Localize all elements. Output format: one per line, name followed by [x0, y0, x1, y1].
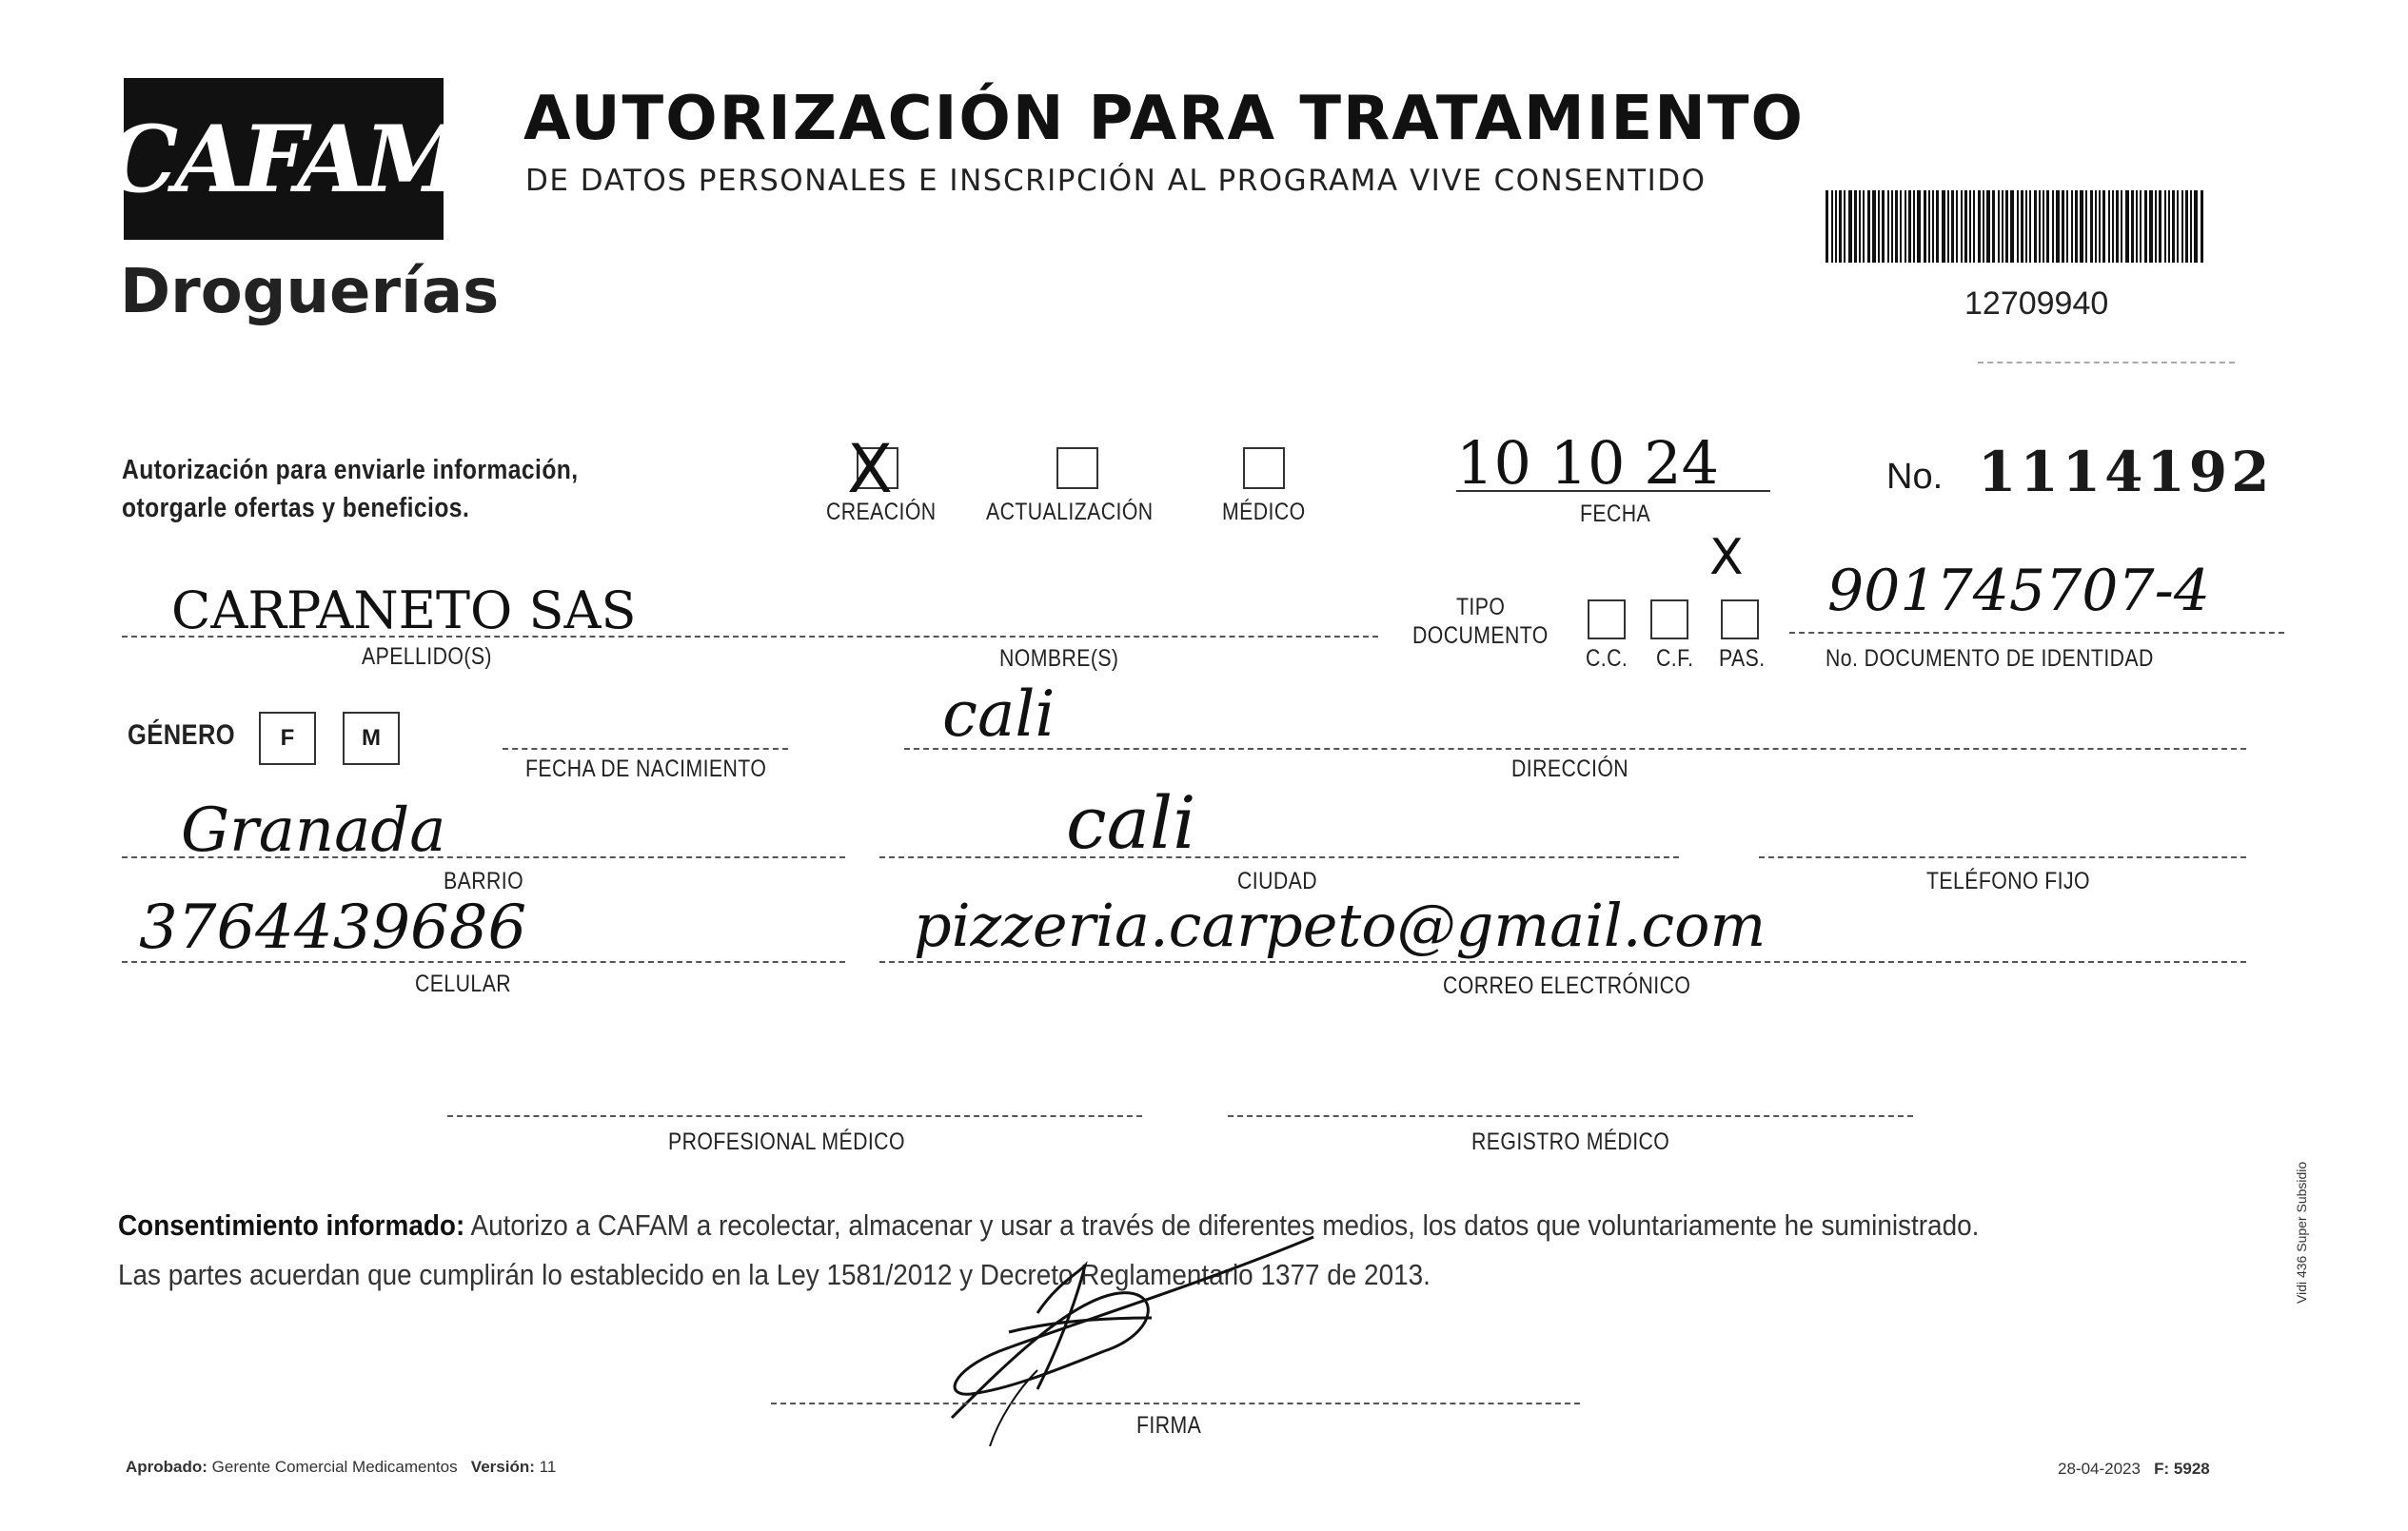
barcode-bar: [2043, 190, 2044, 263]
signature-line: [771, 1403, 1580, 1404]
brand-logo: CAFAM: [105, 105, 463, 213]
barcode-bar: [2190, 190, 2192, 263]
option-label-creacion: CREACIÓN: [826, 499, 937, 525]
barcode-bar: [1905, 190, 1906, 263]
barcode-bar: [1844, 190, 1845, 263]
barcode-bar: [2185, 190, 2188, 263]
fecha-line: [1456, 490, 1770, 492]
barcode-number: 12709940: [1964, 285, 2109, 322]
consent-heading: Consentimiento informado:: [118, 1208, 465, 1242]
barcode-bar: [1942, 190, 1945, 263]
tipo-mark: X: [1709, 529, 1744, 586]
documento-value[interactable]: 901745707-4: [1827, 558, 2211, 624]
footer-approval: [126, 1458, 556, 1477]
barcode-bar: [1951, 190, 1954, 263]
barcode-bar: [2201, 190, 2203, 263]
barcode-bar: [1859, 190, 1861, 263]
barcode-bar: [2140, 190, 2142, 263]
ciudad-value[interactable]: cali: [1066, 780, 1196, 865]
barcode-bar: [1992, 190, 1995, 263]
barcode-bar: [1936, 190, 1939, 263]
barcode-bar: [2136, 190, 2138, 263]
apellidos-value[interactable]: CARPANETO SAS: [171, 580, 637, 640]
barcode-bar: [1932, 190, 1934, 263]
barcode-bar: [1839, 190, 1842, 263]
option-label-medico: MÉDICO: [1222, 499, 1306, 525]
document-subtitle: DE DATOS PERSONALES E INSCRIPCIÓN AL PROGRAMA VIVE CONSENTIDO: [525, 164, 1707, 198]
barcode-bar: [2052, 190, 2054, 263]
approved-value: Gerente Comercial Medicamentos: [211, 1458, 458, 1476]
barcode-bar: [1917, 190, 1921, 263]
footer-code: [2058, 1460, 2210, 1479]
barcode-bar: [2066, 190, 2068, 263]
divider: [1978, 362, 2235, 363]
barcode-bar: [1956, 190, 1958, 263]
barcode-bar: [1928, 190, 1930, 263]
barcode-bar: [2062, 190, 2064, 263]
version-value: 11: [539, 1458, 557, 1476]
tipo-label: TIPO: [1456, 594, 1506, 620]
barcode-bar: [2121, 190, 2122, 263]
barcode-bar: [2021, 190, 2023, 263]
check-mark: X: [847, 430, 893, 508]
barrio-line: [122, 856, 845, 858]
documento-line: [1789, 632, 2284, 634]
fecha-value[interactable]: 10 10 24: [1456, 428, 1720, 498]
barcode-bar: [1878, 190, 1880, 263]
tipo-label: DOCUMENTO: [1412, 622, 1549, 649]
barcode-bar: [1867, 190, 1870, 263]
profesional-line: [447, 1115, 1142, 1117]
barcode-bar: [2046, 190, 2049, 263]
barcode-bar: [2131, 190, 2134, 263]
footer-date: 28-04-2023: [2058, 1460, 2141, 1478]
direccion-line: [904, 748, 2246, 750]
consent-text: Autorizo a CAFAM a recolectar, almacenar y usar a través de diferentes medios, los datos que voluntariamente he suministrado.: [470, 1208, 1980, 1242]
barcode-bar: [1983, 190, 1984, 263]
barcode-bar: [1964, 190, 1967, 263]
barcode-bar: [1973, 190, 1975, 263]
barcode-bar: [2056, 190, 2060, 263]
barcode-bar: [2164, 190, 2166, 263]
barcode-bar: [2194, 190, 2198, 263]
barcode-bar: [2085, 190, 2087, 263]
barcode-bar: [1887, 190, 1889, 263]
barcode-bar: [2155, 190, 2157, 263]
form-code: F: 5928: [2154, 1460, 2210, 1478]
form-number: 1114192: [1978, 440, 2274, 504]
celular-label: CELULAR: [415, 971, 512, 997]
barcode-bar: [2075, 190, 2078, 263]
barcode-bar: [2090, 190, 2093, 263]
barcode-bar: [2002, 190, 2003, 263]
documento-label: No. DOCUMENTO DE IDENTIDAD: [1826, 645, 2154, 672]
tipo-option-cc: C.C.: [1586, 645, 1628, 672]
barcode-bar: [1900, 190, 1902, 263]
nombres-label: NOMBRE(S): [999, 645, 1119, 672]
correo-line: [879, 961, 2246, 963]
barcode-bar: [2159, 190, 2161, 263]
barrio-label: BARRIO: [444, 868, 524, 894]
barcode-bar: [1848, 190, 1852, 263]
barcode-bar: [2099, 190, 2101, 263]
ciudad-label: CIUDAD: [1237, 868, 1318, 894]
tipo-checkbox-cc[interactable]: [1588, 599, 1626, 639]
barcode-bar: [2168, 190, 2170, 263]
barcode-bar: [2144, 190, 2147, 263]
barrio-value[interactable]: Granada: [181, 795, 446, 866]
registro-label: REGISTRO MÉDICO: [1471, 1129, 1670, 1155]
barcode-bar: [2125, 190, 2129, 263]
fecha-label: FECHA: [1580, 501, 1651, 527]
barcode-bar: [1891, 190, 1893, 263]
correo-value[interactable]: pizzeria.carpeto@gmail.com: [914, 891, 1767, 960]
barcode-bar: [2116, 190, 2119, 263]
direccion-label: DIRECCIÓN: [1511, 756, 1629, 782]
barcode-bar: [2149, 190, 2153, 263]
direccion-value[interactable]: cali: [942, 677, 1056, 751]
barcode-bar: [1863, 190, 1865, 263]
barcode-bar: [1961, 190, 1963, 263]
telefono-line: [1759, 856, 2246, 858]
barcode-bar: [1895, 190, 1898, 263]
barcode-bar: [2172, 190, 2175, 263]
telefono-label: TELÉFONO FIJO: [1926, 868, 2091, 894]
document-title: AUTORIZACIÓN PARA TRATAMIENTO: [523, 84, 1805, 154]
barcode-bar: [2108, 190, 2110, 263]
celular-line: [122, 961, 845, 963]
brand-subtitle: Droguerías: [120, 257, 500, 327]
barcode-bar: [2017, 190, 2019, 263]
barcode-bar: [1854, 190, 1857, 263]
consent-text: Las partes acuerdan que cumplirán lo establecido en la Ley 1581/2012 y Decreto Reglamentario 1377 de 2013.: [118, 1258, 1431, 1291]
authorization-text: otorgarle ofertas y beneficios.: [122, 493, 470, 523]
celular-value[interactable]: 3764439686: [139, 893, 527, 963]
barcode-bar: [2025, 190, 2027, 263]
barcode-bar: [1986, 190, 1990, 263]
tipo-option-cf: C.F.: [1656, 645, 1694, 672]
approved-label: Aprobado:: [126, 1458, 207, 1476]
registro-line: [1228, 1115, 1913, 1117]
barcode-bar: [1924, 190, 1926, 263]
genero-option-f[interactable]: F: [259, 712, 316, 765]
barcode-bar: [1826, 190, 1828, 263]
barcode-bar: [2039, 190, 2041, 263]
checkbox-medico[interactable]: [1243, 447, 1285, 489]
barcode-bar: [1831, 190, 1833, 263]
barcode-bar: [2112, 190, 2114, 263]
apellidos-nombres-line: [122, 636, 1378, 638]
barcode: [1826, 190, 2206, 263]
barcode-bar: [2181, 190, 2183, 263]
barcode-bar: [2095, 190, 2097, 263]
barcode-bar: [1978, 190, 1981, 263]
tipo-checkbox-pas[interactable]: [1721, 599, 1759, 639]
barcode-bar: [1947, 190, 1949, 263]
barcode-bar: [2177, 190, 2179, 263]
barcode-bar: [2071, 190, 2073, 263]
nacimiento-line: [503, 748, 788, 750]
genero-label: GÉNERO: [128, 719, 236, 751]
option-label-actualizacion: ACTUALIZACIÓN: [986, 499, 1154, 525]
side-print-text: Vidi 436 Super Subsidio: [2294, 1161, 2309, 1304]
barcode-bar: [1872, 190, 1876, 263]
barcode-bar: [2010, 190, 2014, 263]
correo-label: CORREO ELECTRÓNICO: [1443, 972, 1691, 999]
signature-label: FIRMA: [1136, 1412, 1202, 1439]
barcode-bar: [1882, 190, 1885, 263]
barcode-bar: [1969, 190, 1971, 263]
apellidos-label: APELLIDO(S): [362, 643, 492, 670]
barcode-bar: [1913, 190, 1915, 263]
barcode-bar: [2102, 190, 2105, 263]
barcode-bar: [2034, 190, 2037, 263]
barcode-bar: [2029, 190, 2031, 263]
tipo-option-pas: PAS.: [1719, 645, 1766, 672]
genero-option-m[interactable]: M: [343, 712, 400, 765]
barcode-bar: [1835, 190, 1837, 263]
checkbox-actualizacion[interactable]: [1056, 447, 1098, 489]
number-label: No.: [1886, 457, 1944, 497]
tipo-checkbox-cf[interactable]: [1650, 599, 1688, 639]
barcode-bar: [1908, 190, 1911, 263]
barcode-bar: [2005, 190, 2008, 263]
barcode-bar: [2080, 190, 2083, 263]
barcode-bar: [1998, 190, 2000, 263]
nacimiento-label: FECHA DE NACIMIENTO: [525, 756, 767, 782]
ciudad-line: [879, 856, 1679, 858]
profesional-label: PROFESIONAL MÉDICO: [668, 1129, 905, 1155]
authorization-text: Autorización para enviarle información,: [122, 455, 579, 485]
version-label: Versión:: [470, 1458, 535, 1476]
